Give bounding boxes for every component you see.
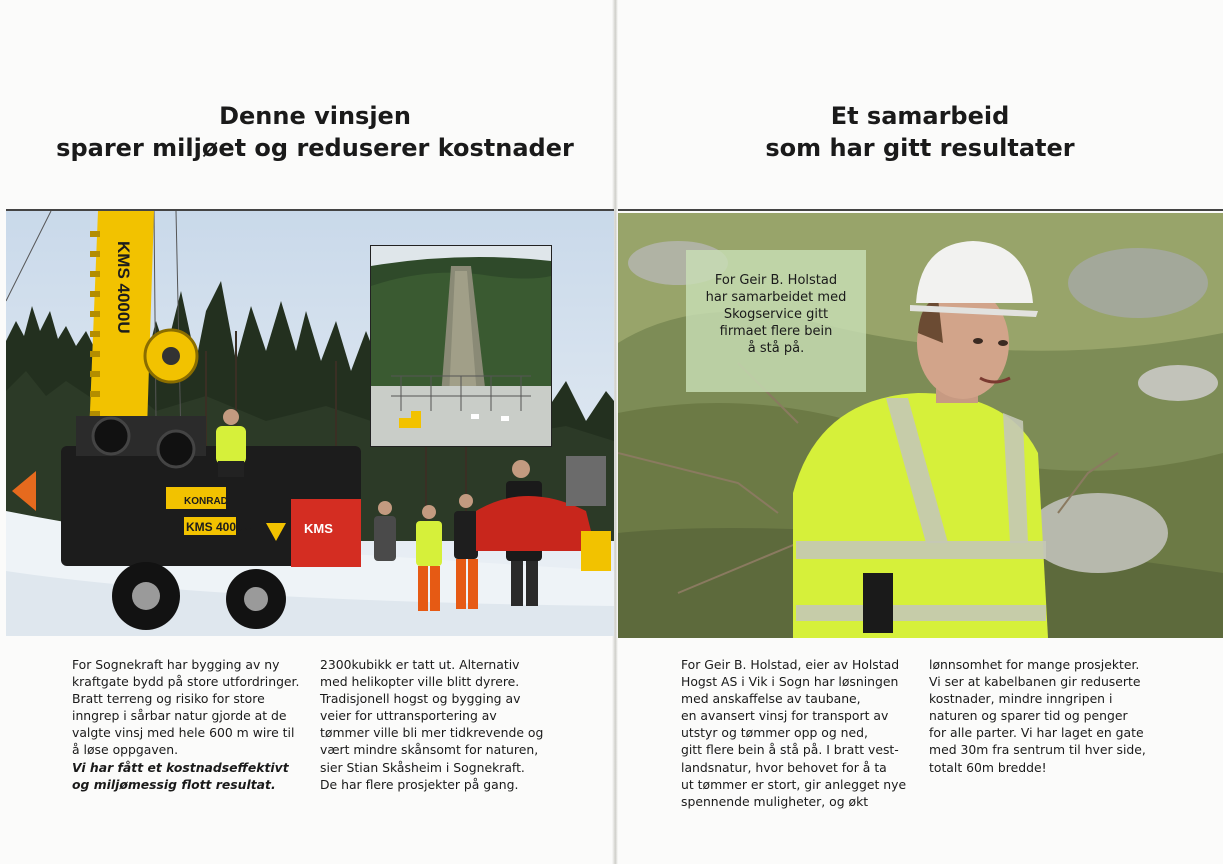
caption-line: Skogservice gitt [723, 307, 829, 322]
text-line: å løse oppgaven. [72, 742, 179, 758]
text-line: med 30m fra sentrum til hver side, [929, 742, 1146, 758]
caption-line: har samarbeidet med [705, 290, 847, 305]
text-line: Hogst AS i Vik i Sogn har løsningen [681, 674, 899, 690]
svg-text:KMS: KMS [304, 521, 333, 536]
text-line: totalt 60m bredde! [929, 759, 1047, 775]
text-line: gitt flere bein å stå på. I bratt vest- [681, 742, 899, 758]
text-line: Vi ser at kabelbanen gir reduserte [929, 674, 1141, 690]
left-column-2 [320, 656, 560, 793]
hillside-illustration [371, 246, 551, 446]
text-line: Bratt terreng og risiko for store [72, 691, 265, 707]
right-photo-top-rule [618, 209, 1223, 211]
photo-caption-box [686, 250, 866, 392]
text-line: 2300kubikk er tatt ut. Alternativ [320, 657, 520, 672]
text-line: spennende muligheter, og økt [681, 793, 869, 809]
right-column-2 [929, 656, 1169, 776]
right-headline-line-1: Et samarbeid [830, 102, 1010, 130]
text-line: Tradisjonell hogst og bygging av [320, 691, 521, 707]
text-line: ut tømmer er stort, gir anlegget nye [681, 776, 907, 792]
text-line: naturen og sparer tid og penger [929, 708, 1128, 724]
left-headline-line-2: sparer miljøet og reduserer kostnader [56, 134, 574, 162]
quote-line: Vi har fått et kostnadseffektivt [72, 759, 289, 775]
text-line: utstyr og tømmer opp og ned, [681, 725, 868, 741]
text-line: For Geir B. Holstad, eier av Holstad [681, 657, 900, 672]
quote-line: og miljømessig flott resultat. [72, 776, 276, 792]
right-headline-line-2: som har gitt resultater [765, 134, 1075, 162]
left-headline [40, 100, 590, 164]
text-line: vært mindre skånsomt for naturen, [320, 742, 539, 758]
text-line: kostnader, mindre inngripen i [929, 691, 1113, 707]
mast-label: KMS 4000U [114, 241, 133, 334]
text-line: med anskaffelse av taubane, [681, 691, 861, 707]
text-line: tømmer ville bli mer tidkrevende og [320, 725, 544, 741]
svg-text:KONRAD: KONRAD [184, 496, 228, 507]
svg-text:KMS 4000U: KMS 4000U [186, 520, 252, 534]
caption-line: For Geir B. Holstad [714, 273, 838, 288]
right-column-1 [681, 656, 917, 810]
text-line: veier for uttransportering av [320, 708, 497, 724]
text-line: en avansert vinsj for transport av [681, 708, 889, 724]
text-line: landsnatur, hvor behovet for å ta [681, 759, 887, 775]
inset-hillside-photo [370, 245, 552, 447]
text-line: med helikopter ville blitt dyrere. [320, 674, 520, 690]
text-line: lønnsomhet for mange prosjekter. [929, 657, 1140, 672]
text-line: sier Stian Skåsheim i Sognekraft. [320, 759, 525, 775]
text-line: De har flere prosjekter på gang. [320, 776, 519, 792]
text-line: inngrep i sårbar natur gjorde at de [72, 708, 287, 724]
caption-line: firmaet flere bein [719, 324, 833, 339]
text-line: For Sognekraft har bygging av ny [72, 657, 280, 672]
text-line: valgte vinsj med hele 600 m wire til [72, 725, 295, 741]
caption-line: å stå på. [747, 341, 805, 356]
right-headline [620, 100, 1220, 164]
left-column-1 [72, 656, 308, 793]
text-line: kraftgate bydd på store utfordringer. [72, 674, 300, 690]
left-headline-line-1: Denne vinsjen [219, 102, 411, 130]
text-line: for alle parter. Vi har laget en gate [929, 725, 1144, 741]
